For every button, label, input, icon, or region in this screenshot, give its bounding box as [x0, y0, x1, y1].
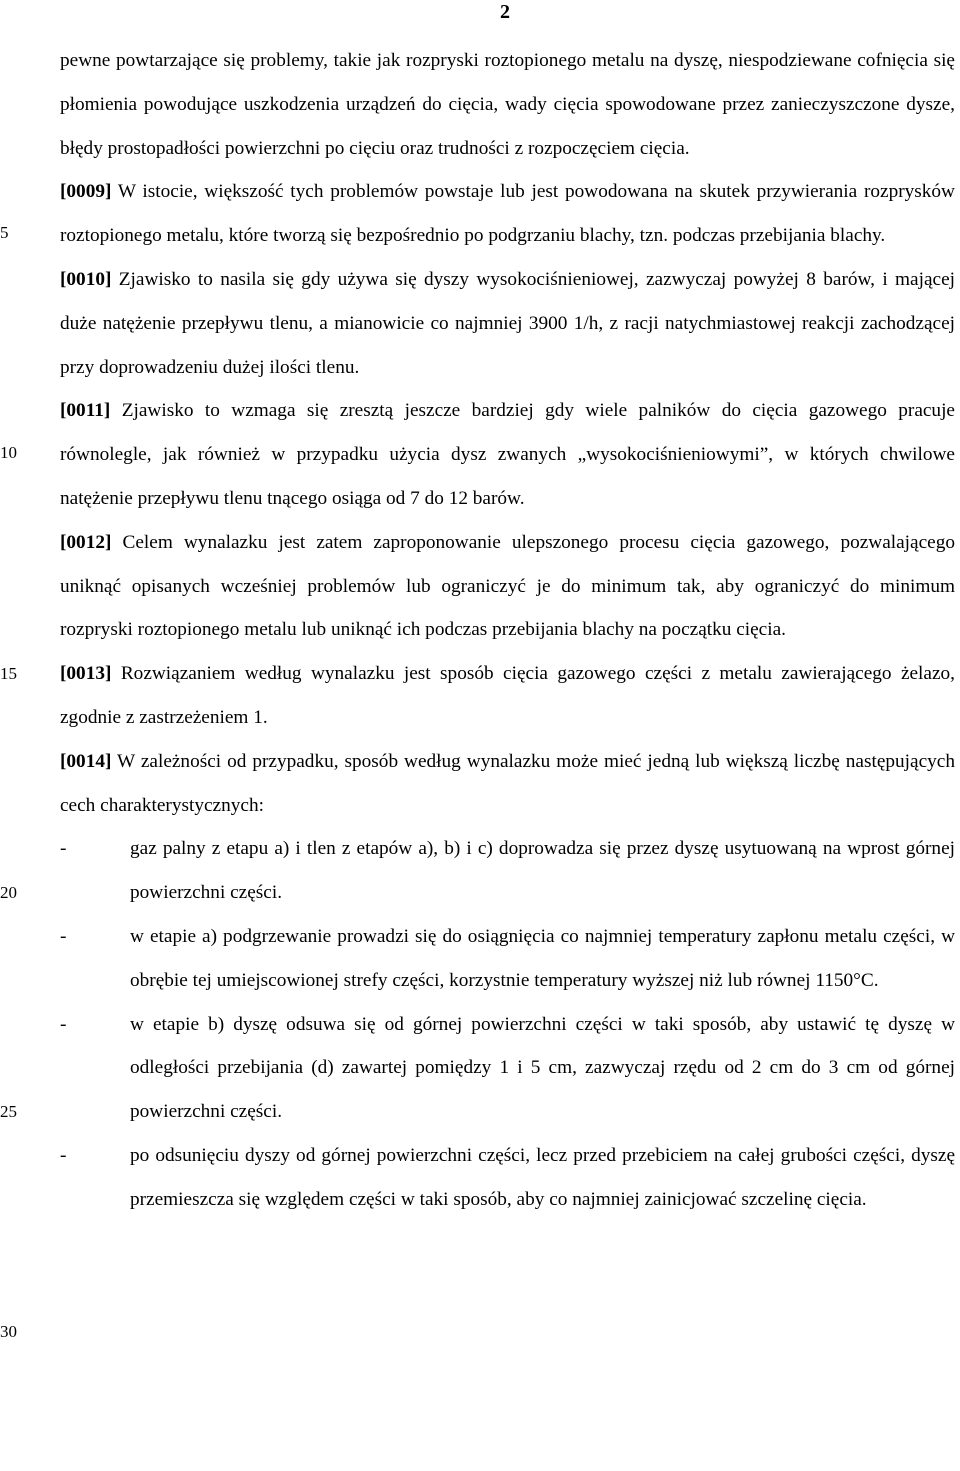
intro-paragraph: pewne powtarzające się problemy, takie jak rozpryski roztopionego metalu na dyszę, niespodziewane cofnięcia się płomienia powodujące uszkodzenia urządzeń do cięcia, wady cięcia spowodowane przez zanieczyszczone dysze, błędy prostopadłości powierzchni po cięciu oraz trudności z rozpoczęciem cięcia.	[60, 50, 955, 159]
paragraph-0013	[60, 652, 955, 740]
line-number: 20	[0, 883, 17, 902]
paragraph-number: [0009]	[60, 181, 112, 203]
paragraph-number: [0010]	[60, 268, 112, 290]
line-number: 15	[0, 664, 17, 683]
paragraph-number: [0013]	[60, 663, 112, 685]
paragraph-0014	[60, 740, 955, 828]
paragraph-number: [0011]	[60, 400, 111, 422]
list-item	[60, 1003, 955, 1134]
line-number: 30	[0, 1322, 17, 1341]
paragraph-text: Zjawisko to nasila się gdy używa się dyszy wysokociśnieniowej, zazwyczaj powyżej 8 barów, i mającej duże natężenie przepływu tlenu, a mianowicie co najmniej 3900 1/h, z racji natychmiastowej reakcji zachodzącej przy doprowadzeniu dużej ilości tlenu.	[60, 268, 955, 378]
list-marker: -	[60, 925, 67, 947]
list-item	[60, 1134, 955, 1222]
paragraph-0009	[60, 170, 955, 258]
line-numbers	[0, 0, 40, 1471]
line-number: 5	[0, 223, 9, 242]
paragraph-text: W zależności od przypadku, sposób według wynalazku może mieć jedną lub większą liczbę następujących cech charakterystycznych:	[60, 750, 955, 816]
page-number: 2	[500, 1, 510, 23]
list-item-text: gaz palny z etapu a) i tlen z etapów a), b) i c) doprowadza się przez dyszę usytuowaną na wprost górnej powierzchni części.	[130, 838, 955, 904]
list-marker: -	[60, 1013, 67, 1035]
paragraph-text: Celem wynalazku jest zatem zaproponowanie ulepszonego procesu cięcia gazowego, pozwalającego uniknąć opisanych wcześniej problemów lub ograniczyć je do minimum tak, aby ograniczyć do minimum rozpryski roztopionego metalu lub uniknąć ich podczas przebijania blachy na początku cięcia.	[60, 531, 955, 641]
list-marker: -	[60, 1144, 67, 1166]
list-marker: -	[60, 838, 67, 860]
paragraph-0012	[60, 521, 955, 652]
line-number: 25	[0, 1102, 17, 1121]
paragraph-text: W istocie, większość tych problemów powstaje lub jest powodowana na skutek przywierania rozprysków roztopionego metalu, które tworzą się bezpośrednio po podgrzaniu blachy, tzn. podczas przebijania blachy.	[60, 181, 955, 247]
paragraph-0010	[60, 258, 955, 389]
paragraph-text: Rozwiązaniem według wynalazku jest sposób cięcia gazowego części z metalu zawierającego żelazo, zgodnie z zastrzeżeniem 1.	[60, 663, 955, 728]
paragraph-number: [0012]	[60, 531, 112, 553]
list-item	[60, 915, 955, 1003]
document-body	[60, 39, 955, 1222]
list-item	[60, 827, 955, 915]
list-item-text: w etapie a) podgrzewanie prowadzi się do osiągnięcia co najmniej temperatury zapłonu metalu części, w obrębie tej umiejscowionej strefy części, korzystnie temperatury wyższej niż lub równej 1150°C.	[130, 925, 955, 991]
paragraph-text: Zjawisko to wzmaga się zresztą jeszcze bardziej gdy wiele palników do cięcia gazowego pracuje równolegle, jak również w przypadku użycia dysz zwanych „wysokociśnieniowymi”, w których chwilowe natężenie przepływu tlenu tnącego osiąga od 7 do 12 barów.	[60, 400, 955, 509]
list-item-text: po odsunięciu dyszy od górnej powierzchni części, lecz przed przebiciem na całej grubości części, dyszę przemieszcza się względem części w taki sposób, aby co najmniej zainicjować szczelinę cięcia.	[130, 1144, 955, 1210]
paragraph-number: [0014]	[60, 750, 112, 772]
line-number: 10	[0, 443, 17, 462]
paragraph-0011	[60, 389, 955, 520]
list-item-text: w etapie b) dyszę odsuwa się od górnej powierzchni części w taki sposób, aby ustawić tę dyszę w odległości przebijania (d) zawartej pomiędzy 1 i 5 cm, zazwyczaj rzędu od 2 cm do 3 cm od górnej powierzchni części.	[130, 1013, 955, 1123]
